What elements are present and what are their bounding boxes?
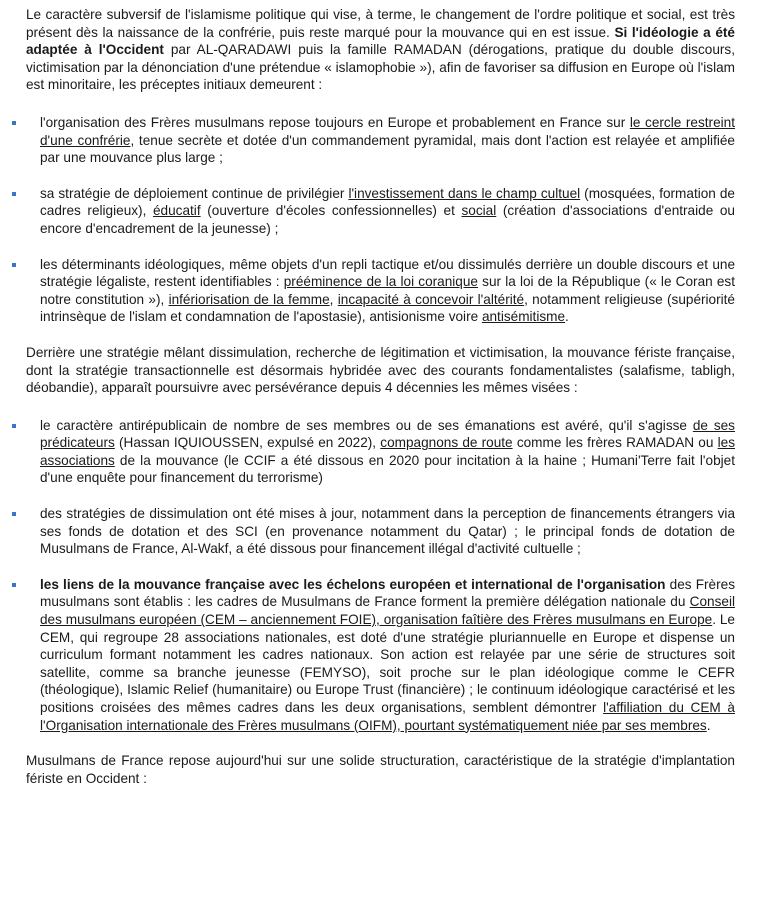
underlined-phrase: antisémitisme: [481, 309, 566, 325]
underlined-phrase: infériorisation de la femme: [168, 291, 330, 307]
underlined-phrase: l'affiliation du CEM à l'Organisation internationale des Frères musulmans (OIFM), pourtant systématiquement niée par ses membres: [40, 700, 735, 733]
bullet-icon: [12, 121, 16, 125]
list-item: les déterminants idéologiques, même objets d'un repli tactique et/ou dissimulés derrière un double discours et une stratégie légaliste, restent identifiables : prééminence de la loi coranique sur la loi de la République (« le Coran est notre constitution »), infériorisation de la femme, incapacité à concevoir l'altérité, notamment religieuse (supériorité intrinsèque de l'islam et condamnation de l'apostasie), antisionisme voire antisémitisme.: [26, 256, 735, 326]
bullet-icon: [12, 512, 16, 516]
list-item: le caractère antirépublicain de nombre de ses membres ou de ses émanations est avéré, qu'il s'agisse de ses prédicateurs (Hassan IQUIOUSSEN, expulsé en 2022), compagnons de route comme les frères RAMADAN ou les associations de la mouvance (le CCIF a été dissous en 2020 pour incitation à la haine ; Humani'Terre fait l'objet d'une enquête pour financement du terrorisme): [26, 417, 735, 487]
bold-phrase: Si l'idéologie a été adaptée à l'Occident: [26, 24, 735, 58]
bullet-icon: [12, 424, 16, 428]
underlined-phrase: les associations: [40, 435, 735, 468]
list-item: des stratégies de dissimulation ont été mises à jour, notamment dans la perception de financements étrangers via ses fonds de dotation et des SCI (en provenance notamment du Qatar) ; le principal fonds de dotation de Musulmans de France, Al-Wakf, a été dissous pour financement illégal d'activité cultuelle ;: [26, 505, 735, 558]
paragraph-structuring: Musulmans de France repose aujourd'hui sur une solide structuration, caractéristique de la stratégie d'implantation fériste en Occident :: [26, 753, 735, 786]
list-item: les liens de la mouvance française avec les échelons européen et international de l'organisation des Frères musulmans sont établis : les cadres de Musulmans de France forment la première délégation nationale du Conseil des musulmans européen (CEM – anciennement FOIE), organisation faîtière des Frères musulmans en Europe. Le CEM, qui regroupe 28 associations nationales, est doté d'une stratégie pluriannuelle en Europe et dispense un curriculum formant notamment les cadres nationaux. Son action est relayée par une série de structures soit satellite, comme sa branche jeunesse (FEMYSO), soit proche sur le plan idéologique comme le CEFR (théologique), Islamic Relief (humanitaire) ou Europe Trust (financière) ; le continuum idéologique caractérisé et les positions croisées des mêmes cadres dans les deux organisations, semblent démontrer l'affiliation du CEM à l'Organisation internationale des Frères musulmans (OIFM), pourtant systématiquement niée par ses membres.: [26, 576, 735, 734]
bullet-icon: [12, 263, 16, 267]
list-item: l'organisation des Frères musulmans repose toujours en Europe et probablement en France sur le cercle restreint d'une confrérie, tenue secrète et dotée d'un commandement pyramidal, mais dont l'action est relayée et amplifiée par une mouvance plus large ;: [26, 114, 735, 167]
bullet-list-precepts: [26, 114, 735, 326]
paragraph-intro: Le caractère subversif de l'islamisme politique qui vise, à terme, le changement de l'ordre politique et social, est très présent dès la naissance de la confrérie, puis reste marqué pour la mouvance qui en est issue. Si l'idéologie a été adaptée à l'Occident par AL-QARADAWI puis la famille RAMADAN (dérogations, pratique du double discours, victimisation par la dénonciation d'une prétendue « islamophobie »), afin de favoriser sa diffusion en Europe où l'islam est minoritaire, les préceptes initiaux demeurent :: [26, 7, 735, 93]
underlined-phrase: de ses prédicateurs: [40, 417, 735, 451]
underlined-phrase: l'investissement dans le champ cultuel: [348, 185, 581, 201]
bullet-icon: [12, 192, 16, 196]
underlined-phrase: le cercle restreint d'une confrérie: [40, 114, 735, 148]
underlined-phrase: social: [461, 203, 497, 219]
underlined-phrase: incapacité à concevoir l'altérité: [337, 291, 525, 307]
bold-phrase: les liens de la mouvance française avec les échelons européen et international de l'organisation: [40, 576, 666, 592]
underlined-phrase: prééminence de la loi coranique: [283, 274, 478, 290]
underlined-phrase: Conseil des musulmans européen (CEM – anciennement FOIE), organisation faîtière des Frères musulmans en Europe: [40, 594, 735, 628]
bullet-list-aims: [26, 417, 735, 735]
underlined-phrase: éducatif: [152, 203, 201, 219]
bullet-icon: [12, 583, 16, 587]
underlined-phrase: compagnons de route: [380, 435, 513, 451]
list-item: sa stratégie de déploiement continue de privilégier l'investissement dans le champ cultuel (mosquées, formation de cadres religieux), éducatif (ouverture d'écoles confessionnelles) et social (création d'associations d'entraide ou encore d'encadrement de la jeunesse) ;: [26, 185, 735, 238]
paragraph-strategy: Derrière une stratégie mêlant dissimulation, recherche de légitimation et victimisation, la mouvance fériste française, dont la stratégie transactionnelle est désormais hybridée avec des courants fondamentalistes (salafisme, tabligh, déobandie), apparaît poursuivre avec persévérance depuis 4 décennies les mêmes visées :: [26, 344, 735, 396]
